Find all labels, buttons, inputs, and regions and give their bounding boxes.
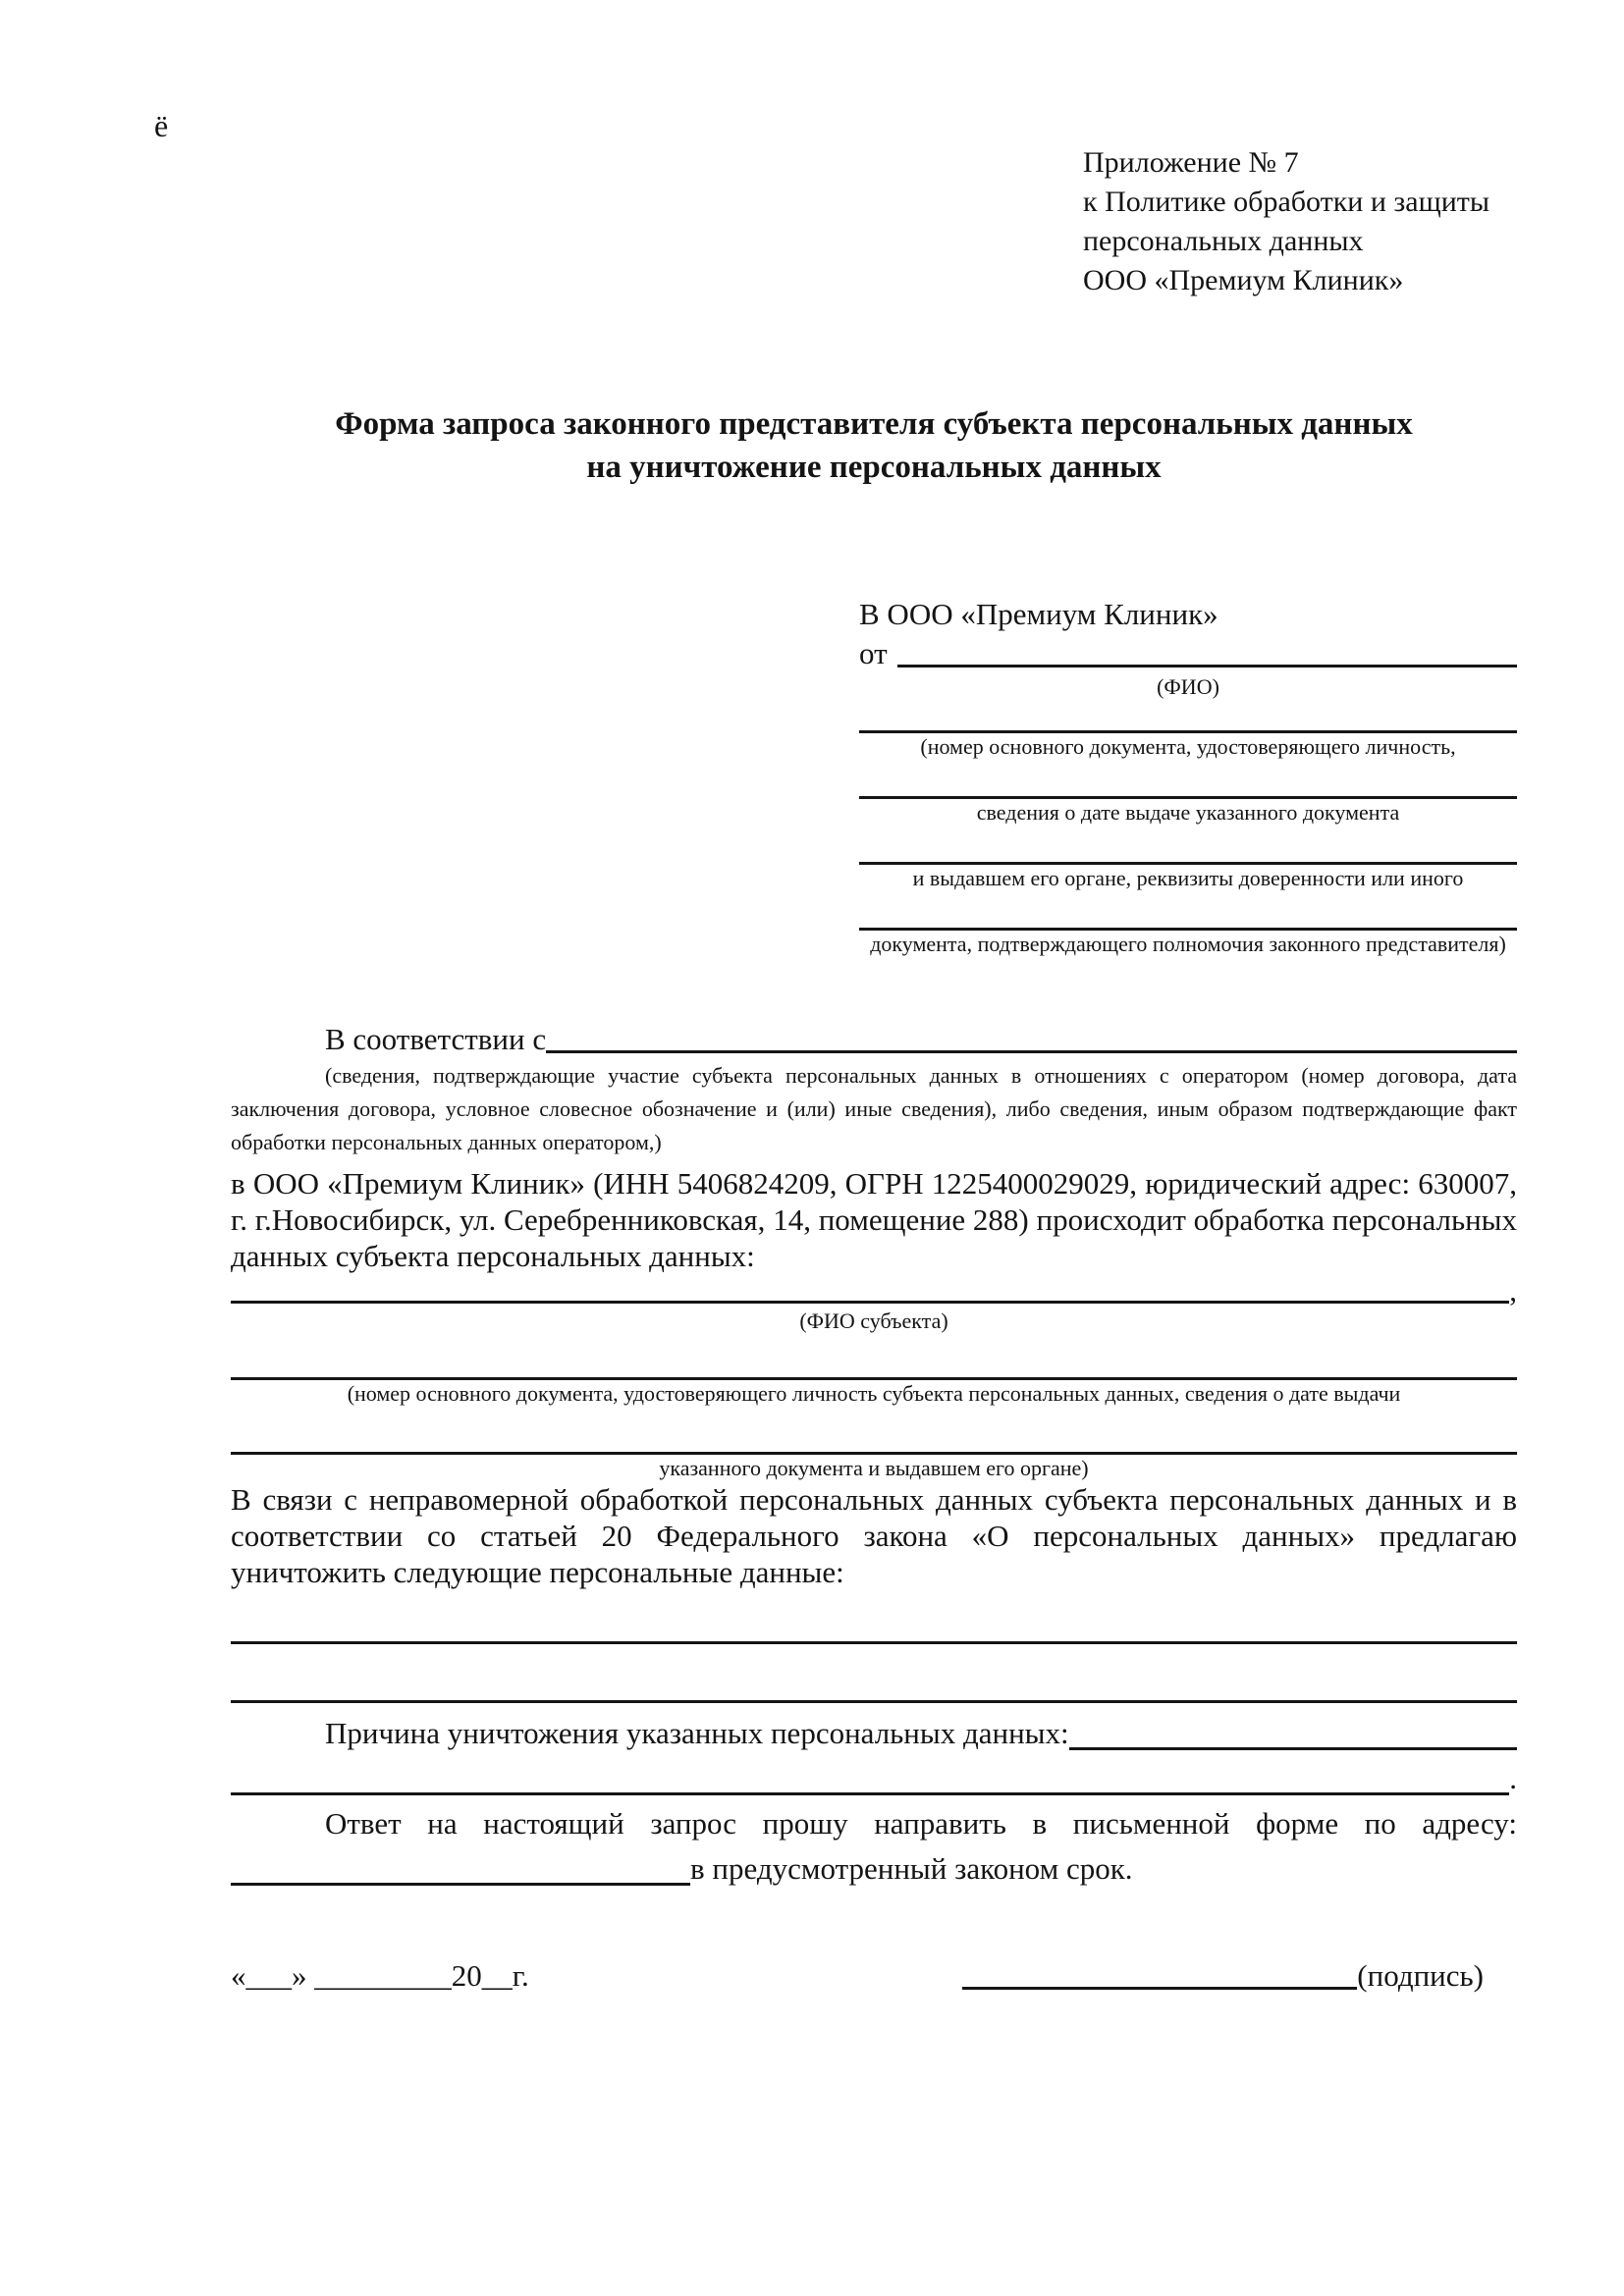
reason-blank-line-2 — [231, 1792, 1509, 1795]
appendix-line-1: Приложение № 7 — [1083, 146, 1299, 179]
trailing-comma: , — [1509, 1273, 1517, 1308]
according-caption: (сведения, подтверждающие участие субъекта персональных данных в отношениях с оператором (номер договора, дата заключения договора, условное словесное обозначение и (или) иные сведения), либо сведения, иным образом подтверждающие факт обработки персональных данных оператором,) — [231, 1063, 1517, 1154]
subject-doc-caption-2: указанного документа и выдавшем его органе) — [659, 1456, 1089, 1480]
operator-paragraph: в ООО «Премиум Клиник» (ИНН 5406824209, ОГРН 1225400029029, юридический адрес: 630007, г. г.Новосибирск, ул. Серебренниковская, 14, помещение 288) происходит обработка персональных данных субъекта персональных данных: — [231, 1166, 1517, 1273]
fio-caption: (ФИО) — [1157, 674, 1219, 699]
destroy-paragraph: В связи с неправомерной обработкой персональных данных субъекта персональных данных и в соответствии со статьей 20 Федерального закона «О персональных данных» предлагаю уничтожить следующие персональные данные: — [231, 1482, 1517, 1589]
addressee-to: В ООО «Премиум Клиник» — [859, 597, 1218, 631]
doc-blank-line-2 — [859, 760, 1517, 799]
subject-fio-blank-line — [231, 1301, 1509, 1304]
subject-fio-row — [231, 1274, 1517, 1308]
subject-doc-blank-line-2 — [231, 1422, 1517, 1455]
signature-caption: (подпись) — [1357, 1958, 1484, 1993]
addressee-from-row — [859, 634, 1517, 673]
signature-group — [962, 1956, 1484, 1996]
addressee-block — [859, 595, 1517, 957]
appendix-block — [1083, 143, 1517, 300]
doc-blank-line-4 — [859, 891, 1517, 931]
appendix-line-4: ООО «Премиум Клиник» — [1083, 264, 1404, 296]
doc-caption-4: документа, подтверждающего полномочия законного представителя) — [870, 932, 1506, 956]
subject-doc-caption-1: (номер основного документа, удостоверяющего личность субъекта персональных данных, сведения о дате выдачи — [347, 1381, 1401, 1406]
subject-doc-blank-line-1 — [231, 1348, 1517, 1380]
footer-row — [231, 1956, 1517, 1996]
address-blank-line — [231, 1883, 690, 1886]
appendix-line-3: персональных данных — [1083, 225, 1364, 257]
form-title-line-1: Форма запроса законного представителя субъекта персональных данных — [335, 406, 1413, 442]
form-title — [231, 402, 1517, 489]
from-label: от — [859, 636, 888, 670]
according-blank-line — [546, 1050, 1517, 1053]
subject-fio-caption: (ФИО субъекта) — [799, 1308, 948, 1333]
reason-continuation-row — [231, 1756, 1517, 1801]
document-content — [231, 0, 1517, 1996]
answer-line: Ответ на настоящий запрос прошу направить в письменной форме по адресу: — [325, 1806, 1517, 1841]
stray-char: ё — [154, 108, 169, 143]
data-blank-line-2 — [231, 1664, 1517, 1703]
doc-blank-line-1 — [859, 700, 1517, 733]
according-row — [231, 1020, 1517, 1059]
appendix-line-2: к Политике обработки и защиты — [1083, 186, 1490, 218]
reason-blank-line — [1069, 1747, 1517, 1750]
answer-suffix-row — [231, 1846, 1517, 1892]
doc-blank-line-3 — [859, 826, 1517, 865]
period: . — [1509, 1761, 1517, 1795]
doc-caption-3: и выдавшем его органе, реквизиты доверенности или иного — [912, 866, 1464, 890]
fio-blank-line — [897, 665, 1517, 667]
answer-suffix: в предусмотренный законом срок. — [690, 1851, 1133, 1886]
according-label: В соответствии с — [325, 1022, 547, 1056]
form-title-line-2: на уничтожение персональных данных — [586, 450, 1162, 485]
date-blank: «___» _________20__г. — [231, 1958, 529, 1993]
reason-label: Причина уничтожения указанных персональных данных: — [325, 1716, 1069, 1750]
reason-row — [231, 1711, 1517, 1756]
data-blank-line-1 — [231, 1604, 1517, 1644]
doc-caption-2: сведения о дате выдаче указанного документа — [976, 800, 1400, 825]
signature-blank-line — [962, 1987, 1357, 1990]
doc-caption-1: (номер основного документа, удостоверяющего личность, — [920, 734, 1456, 759]
